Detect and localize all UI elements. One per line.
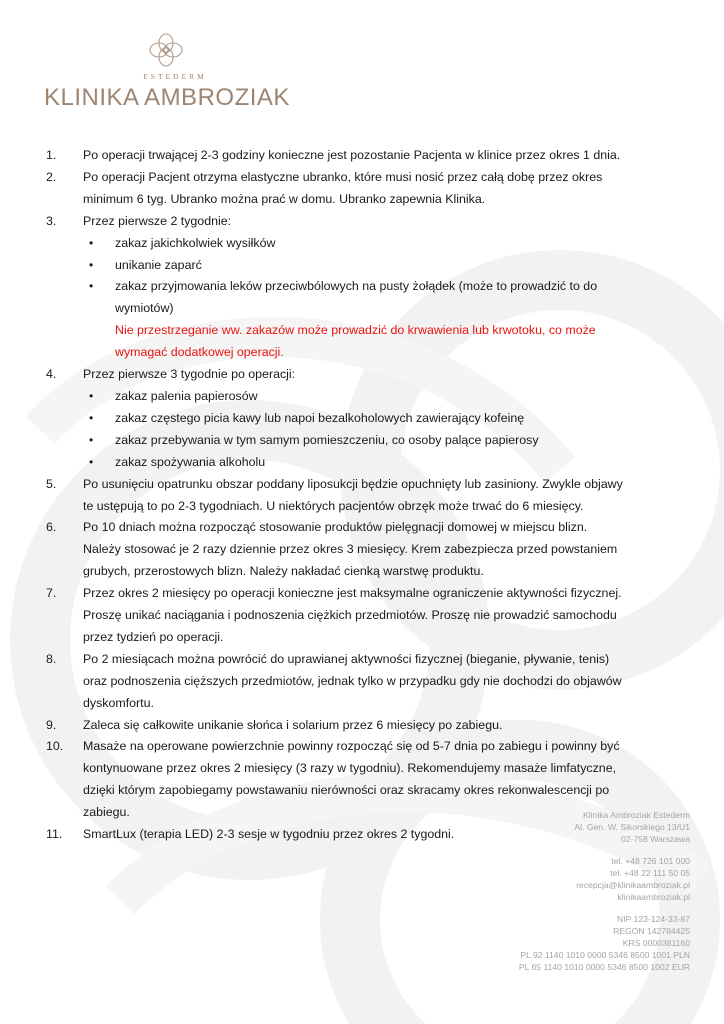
item-text: Masaże na operowane powierzchnie powinny rozpocząć się od 5-7 dnia po zabiegu i powinny być kontynuowane przez okres 2 miesięcy (3 razy w tygodniu). Rekomendujemy masaże limfatyczne, dzięki którym zapobiegamy powstawaniu nierówności oraz skracamy okres rekonwalescencji po zabiegu. — [83, 739, 620, 820]
bullet-icon: • — [89, 410, 94, 425]
contact-krs: KRS 0000381160 — [622, 938, 690, 948]
item-text: Po operacji Pacjent otrzyma elastyczne ubranko, które musi nosić przez całą dobę przez okres minimum 6 tyg. Ubranko można prać w domu. Ubranko zapewnia Klinika. — [83, 169, 603, 206]
list-item-9 — [46, 715, 626, 737]
clinic-logo — [40, 30, 300, 114]
contact-phone-2: tel. +48 22 111 50 05 — [610, 868, 690, 878]
bullet-item — [83, 386, 626, 408]
contact-footer — [519, 809, 690, 973]
item-number: 1. — [46, 148, 57, 162]
contact-nip: NIP 123-124-33-87 — [617, 914, 690, 924]
bullet-item — [83, 233, 626, 255]
contact-website: klinikaambroziak.pl — [617, 892, 690, 902]
list-item-1 — [46, 145, 626, 167]
bullet-icon: • — [89, 454, 94, 469]
bullet-text: zakaz przyjmowania leków przeciwbólowych na pusty żołądek (może to prowadzić to do wymiotów) — [115, 279, 598, 316]
contact-account-eur: PL 65 1140 1010 0000 5346 8500 1002 EUR — [518, 962, 690, 972]
item-number: 6. — [46, 520, 57, 535]
contact-regon: REGON 142784425 — [613, 926, 690, 936]
instructions-list — [46, 145, 626, 846]
list-item-2 — [46, 167, 626, 211]
list-item-3 — [46, 211, 626, 364]
item-number: 2. — [46, 169, 57, 184]
item-text: Przez okres 2 miesięcy po operacji konieczne jest maksymalne ograniczenie aktywności fizycznej. Proszę unikać naciągania i podnoszenia ciężkich przedmiotów. Proszę nie prowadzić samochodu przez tydzień po operacji. — [83, 586, 622, 644]
list-item-8 — [46, 649, 626, 715]
bullet-text: unikanie zaparć — [115, 257, 202, 272]
bullet-icon: • — [89, 388, 94, 403]
bullet-list — [83, 233, 626, 364]
contact-phone-1: tel. +48 726 101 000 — [611, 856, 690, 866]
logo-emblem-icon — [146, 30, 186, 70]
bullet-item — [83, 408, 626, 430]
bullet-text: zakaz jakichkolwiek wysiłków — [115, 235, 276, 250]
item-text: Przez pierwsze 3 tygodnie po operacji: — [83, 367, 296, 382]
item-number: 5. — [46, 476, 57, 491]
bullet-icon: • — [89, 432, 94, 447]
item-number: 11. — [46, 827, 63, 842]
logo-subtitle: ESTEDERM — [143, 72, 207, 81]
list-item-4 — [46, 364, 626, 474]
item-number: 8. — [46, 651, 57, 666]
item-text: Po 10 dniach można rozpocząć stosowanie produktów pielęgnacji domowej w miejscu blizn. Należy stosować je 2 razy dziennie przez okres 3 miesięcy. Krem zabezpiecza przed powstaniem grubych, przerostowych blizn. Należy nakładać cienką warstwę produktu. — [83, 520, 618, 579]
item-number: 4. — [46, 367, 57, 382]
bullet-text: zakaz palenia papierosów — [115, 388, 258, 403]
item-number: 10. — [46, 739, 64, 754]
item-text: Po operacji trwającej 2-3 godziny konieczne jest pozostanie Pacjenta w klinice przez okres 1 dnia. — [83, 148, 621, 162]
item-text: Zaleca się całkowite unikanie słońca i solarium przez 6 miesięcy po zabiegu. — [83, 717, 503, 732]
bullet-list — [83, 386, 626, 474]
item-text: SmartLux (terapia LED) 2-3 sesje w tygodniu przez okres 2 tygodni. — [83, 827, 455, 842]
bullet-text: zakaz przebywania w tym samym pomieszczeniu, co osoby palące papierosy — [115, 432, 539, 447]
contact-name: Klinika Ambroziak Estederm — [583, 810, 690, 820]
bullet-icon: • — [89, 235, 94, 250]
list-item-7 — [46, 583, 626, 649]
item-number: 9. — [46, 717, 57, 732]
contact-street: Al. Gen. W. Sikorskiego 13/U1 — [574, 822, 690, 832]
bullet-text: zakaz spożywania alkoholu — [115, 454, 266, 469]
bullet-item — [83, 276, 626, 364]
contact-city: 02-758 Warszawa — [621, 834, 690, 844]
bullet-icon: • — [89, 279, 94, 294]
item-text: Po usunięciu opatrunku obszar poddany liposukcji będzie opuchnięty lub zasiniony. Zwykle objawy te ustępują to po 2-3 tygodniach. U niektórych pacjentów obrzęk może trwać do 6 miesięcy. — [83, 476, 623, 513]
contact-email: recepcja@klinikaambroziak.pl — [576, 880, 690, 890]
bullet-text: zakaz częstego picia kawy lub napoi bezalkoholowych zawierający kofeinę — [115, 410, 525, 425]
item-number: 3. — [46, 213, 57, 228]
item-text: Przez pierwsze 2 tygodnie: — [83, 213, 232, 228]
item-number: 7. — [46, 586, 57, 601]
bullet-item — [83, 452, 626, 474]
logo-title: KLINIKA AMBROZIAK — [44, 84, 290, 111]
bullet-item — [83, 430, 626, 452]
bullet-icon: • — [89, 257, 94, 272]
list-item-6 — [46, 517, 626, 583]
item-text: Po 2 miesiącach można powrócić do uprawianej aktywności fizycznej (bieganie, pływanie, tenis) oraz podnoszenia cięższych przedmiotów, jednak tylko w przypadku gdy nie dochodzi do objawów dyskomfortu. — [83, 651, 622, 710]
warning-note: Nie przestrzeganie ww. zakazów może prowadzić do krwawienia lub krwotoku, co może wymagać dodatkowej operacji. — [115, 323, 596, 360]
bullet-item — [83, 255, 626, 277]
contact-account-pln: PL 92 1140 1010 0000 5346 8500 1001 PLN — [520, 950, 690, 960]
list-item-5 — [46, 474, 626, 518]
